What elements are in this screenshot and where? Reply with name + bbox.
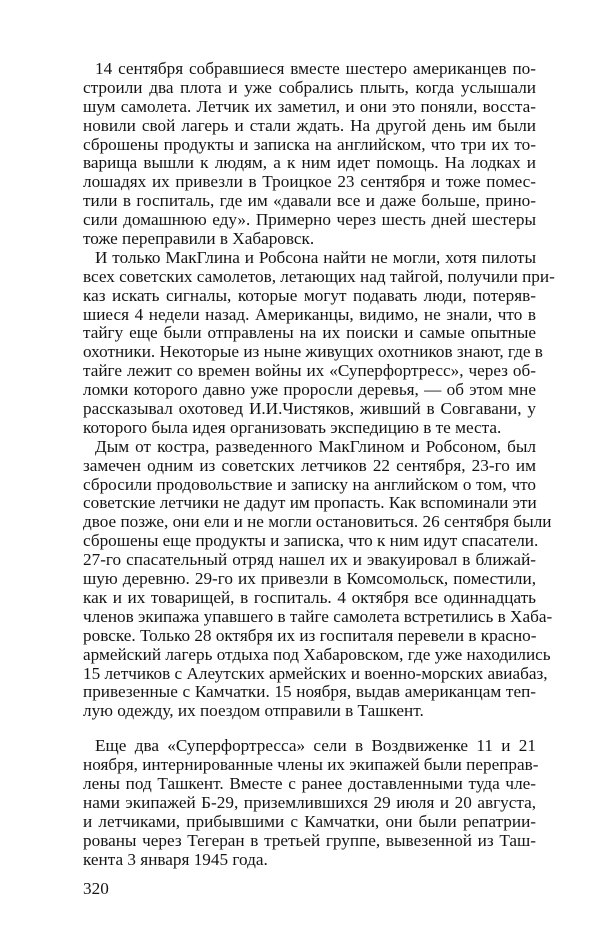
text-line: тайгу еще были отправлены на их поиски и самые опытные: [83, 323, 536, 343]
text-line: ноября, интернированные члены их экипажей были переправ-: [83, 755, 539, 775]
text-line: тили в госпиталь, где им «давали все и даже больше, прино-: [83, 191, 536, 211]
page-body: [83, 59, 555, 869]
text-line: сбросили продовольствие и записку на английском о том, что: [83, 474, 536, 494]
text-line: И только МакГлина и Робсона найти не могли, хотя пилоты: [95, 247, 536, 267]
text-line: рованы через Тегеран в третьей группе, вывезенной из Таш-: [83, 830, 536, 850]
text-line: варища вышли к людям, а к ним идет помощь. На лодках и: [83, 153, 536, 173]
paragraph: [83, 436, 553, 721]
text-line: 14 сентября собравшиеся вместе шестеро американцев по-: [95, 59, 536, 78]
paragraph: [83, 736, 539, 869]
text-line: 15 летчиков с Алеутских армейских и военно-морских авиабаз,: [83, 663, 548, 683]
text-line: членов экипажа упавшего в тайге самолета встретились в Хаба-: [83, 606, 553, 626]
text-line: лошадях их привезли в Троицкое 23 сентября и тоже помес-: [83, 172, 536, 192]
text-line: лую одежду, их поездом отправили в Ташкент.: [83, 701, 424, 721]
text-line: кента 3 января 1945 года.: [83, 849, 268, 869]
text-line: лены под Ташкент. Вместе с ранее доставленными туда чле-: [83, 773, 536, 793]
text-line: ломки которого давно уже проросли деревья, — об этом мне: [83, 380, 536, 400]
text-line: двое позже, они ели и не могли остановиться. 26 сентября были: [83, 512, 552, 532]
text-line: тайге лежит со времен войны их «Суперфортресс», через об-: [83, 361, 536, 381]
paragraph: [83, 60, 536, 249]
text-line: Дым от костра, разведенного МакГлином и Робсоном, был: [95, 436, 536, 456]
text-line: ровске. Только 28 октября их из госпиталя перевели в красно-: [83, 625, 537, 645]
paragraph: [83, 247, 555, 438]
text-line: как и их товарищей, в госпиталь. 4 октября все одиннадцать: [83, 587, 536, 607]
text-line: 27-го спасательный отряд нашел их и эвакуировал в ближай-: [83, 550, 536, 570]
text-line: которого была идея организовать экспедицию в те места.: [83, 417, 502, 437]
text-line: армейский лагерь отдыха под Хабаровском, где уже находились: [83, 644, 551, 664]
text-line: сили домашнюю еду». Примерно через шесть дней шестеры: [83, 210, 536, 230]
text-line: замечен одним из советских летчиков 22 сентября, 23-го им: [83, 455, 536, 475]
text-line: новили свой лагерь и стали ждать. На другой день им были: [83, 115, 536, 135]
text-line: охотники. Некоторые из ныне живущих охотников знают, где в: [83, 342, 543, 362]
text-line: каз искать сигналы, которые могут подавать люди, потеряв-: [83, 285, 536, 305]
text-line: шую деревню. 29-го их привезли в Комсомольск, поместили,: [83, 569, 536, 589]
text-line: сброшены продукты и записка на английском, что три их то-: [83, 134, 536, 154]
text-line: всех советских самолетов, летающих над тайгой, получили при-: [83, 266, 555, 286]
page-number: 320: [83, 879, 109, 898]
text-line: рассказывал охотовед И.И.Чистяков, живший в Совгавани, у: [83, 399, 536, 419]
text-line: советские летчики не дадут им пропасть. Как вспоминали эти: [83, 493, 537, 513]
text-line: строили два плота и уже собрались плыть, когда услышали: [83, 77, 536, 97]
text-line: и летчиками, прибывшими с Камчатки, они были репатрии-: [83, 811, 536, 831]
text-line: нами экипажей Б-29, приземлившихся 29 июля и 20 августа,: [83, 792, 536, 812]
text-line: тоже переправили в Хабаровск.: [83, 229, 315, 249]
text-line: привезенные с Камчатки. 15 ноября, выдав американцам теп-: [83, 682, 536, 702]
text-line: сброшены еще продукты и записка, что к ним идут спасатели.: [83, 531, 539, 551]
text-line: шиеся 4 недели назад. Американцы, видимо, не знали, что в: [83, 304, 536, 324]
text-line: шум самолета. Летчик их заметил, и они это поняли, восста-: [83, 96, 536, 116]
text-line: Еще два «Суперфортресса» сели в Воздвиженке 11 и 21: [95, 736, 536, 756]
